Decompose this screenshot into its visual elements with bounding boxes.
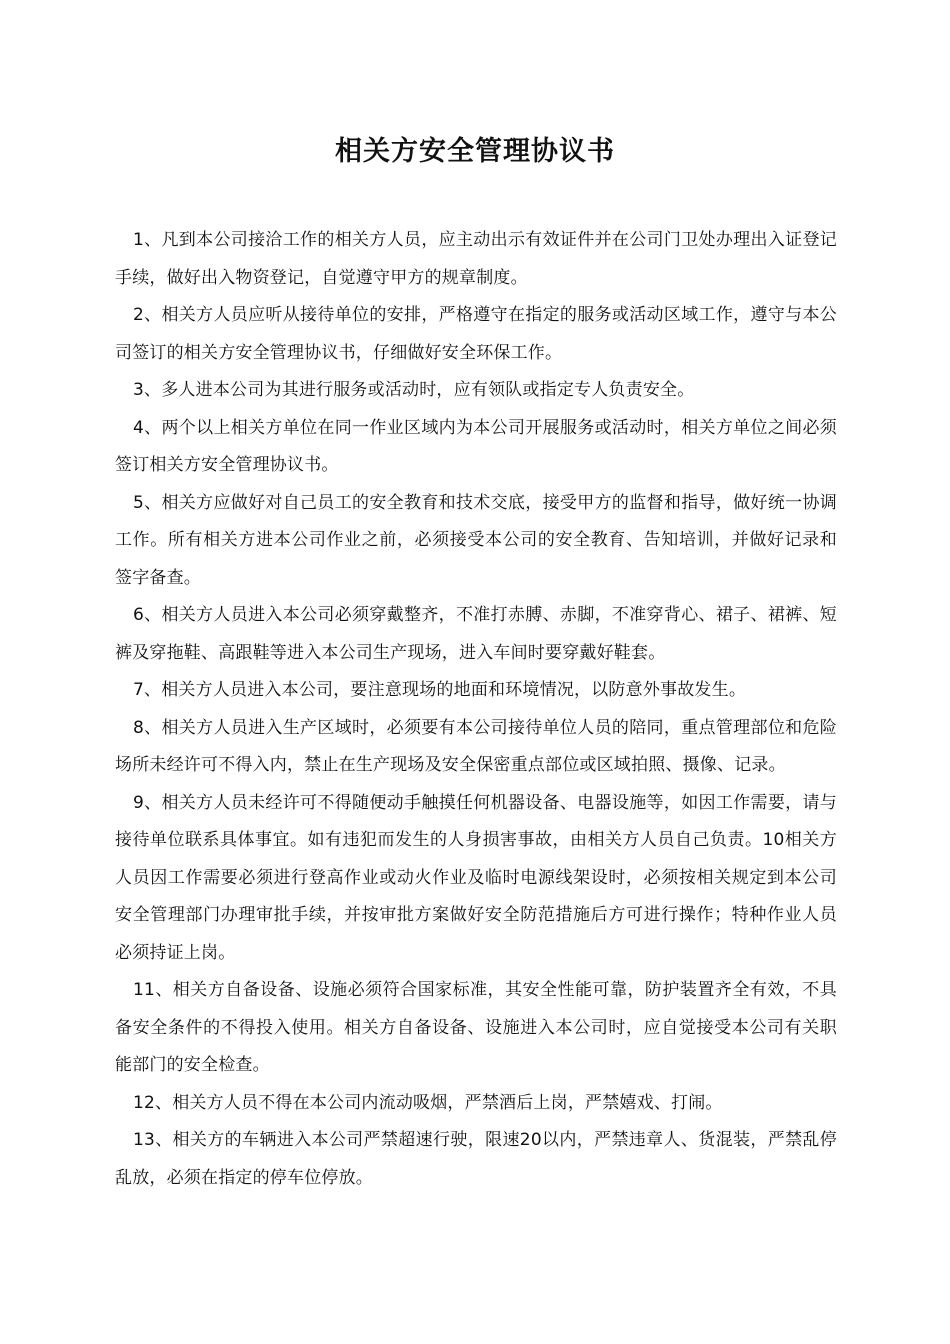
document-title: 相关方安全管理协议书: [335, 136, 615, 167]
clause-4: 4、两个以上相关方单位在同一作业区域内为本公司开展服务或活动时，相关方单位之间必须签订相关方安全管理协议书。: [115, 417, 837, 475]
clause-6: 6、相关方人员进入本公司必须穿戴整齐，不准打赤膊、赤脚，不准穿背心、裙子、裙裤、短裤及穿拖鞋、高跟鞋等进入本公司生产现场，进入车间时要穿戴好鞋套。: [115, 605, 837, 663]
clause-11: 11、相关方自备设备、设施必须符合国家标准，其安全性能可靠，防护装置齐全有效，不具备安全条件的不得投入使用。相关方自备设备、设施进入本公司时，应自觉接受本公司有关职能部门的安全检查。: [115, 980, 837, 1075]
clause-2: 2、相关方人员应听从接待单位的安排，严格遵守在指定的服务或活动区域工作，遵守与本公司签订的相关方安全管理协议书，仔细做好安全环保工作。: [115, 305, 837, 363]
clause-1: 1、凡到本公司接洽工作的相关方人员，应主动出示有效证件并在公司门卫处办理出入证登记手续，做好出入物资登记，自觉遵守甲方的规章制度。: [115, 230, 837, 288]
clause-12: 12、相关方人员不得在本公司内流动吸烟，严禁酒后上岗，严禁嬉戏、打闹。: [133, 1092, 723, 1113]
document-body: [115, 222, 837, 1197]
clause-5: 5、相关方应做好对自己员工的安全教育和技术交底，接受甲方的监督和指导，做好统一协调工作。所有相关方进本公司作业之前，必须接受本公司的安全教育、告知培训，并做好记录和签字备查。: [115, 492, 837, 588]
clause-8: 8、相关方人员进入生产区域时，必须要有本公司接待单位人员的陪同，重点管理部位和危险场所未经许可不得入内，禁止在生产现场及安全保密重点部位或区域拍照、摄像、记录。: [115, 717, 837, 775]
clause-9: 9、相关方人员未经许可不得随便动手触摸任何机器设备、电器设施等，如因工作需要，请与接待单位联系具体事宜。如有违犯而发生的人身损害事故，由相关方人员自己负责。10相关方人员因工作需要必须进行登高作业或动火作业及临时电源线架设时，必须按相关规定到本公司安全管理部门办理审批手续，并按审批方案做好安全防范措施后方可进行操作；特种作业人员必须持证上岗。: [115, 792, 837, 963]
clause-13: 13、相关方的车辆进入本公司严禁超速行驶，限速20以内，严禁违章人、货混装，严禁乱停乱放，必须在指定的停车位停放。: [115, 1130, 837, 1188]
clause-3: 3、多人进本公司为其进行服务或活动时，应有领队或指定专人负责安全。: [133, 380, 695, 400]
clause-7: 7、相关方人员进入本公司，要注意现场的地面和环境情况，以防意外事故发生。: [133, 680, 747, 700]
